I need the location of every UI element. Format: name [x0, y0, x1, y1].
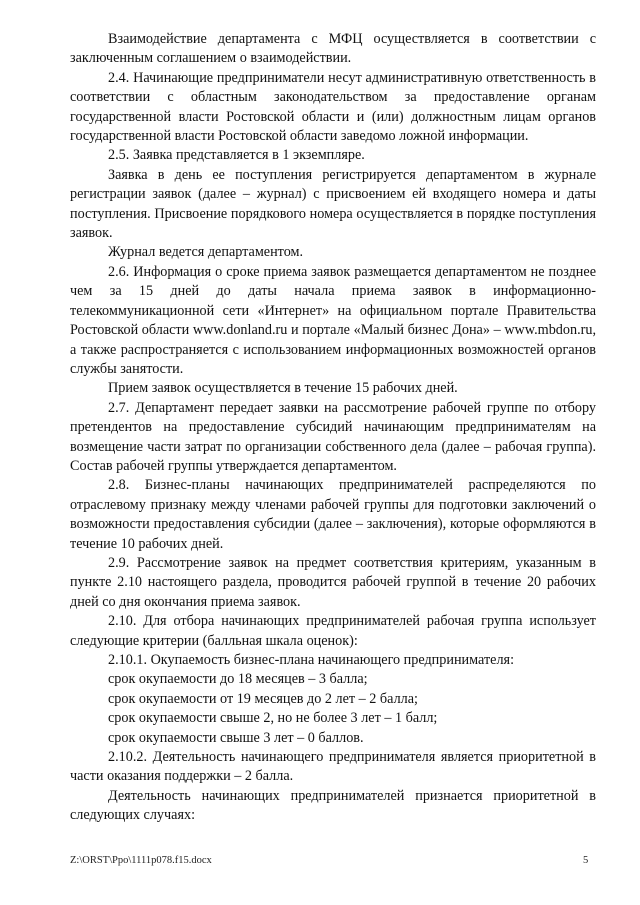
- paragraph: Журнал ведется департаментом.: [108, 244, 304, 261]
- paragraph: 2.10. Для отбора начинающих предпринимателей рабочая группа использует следующие критерии (балльная шкала оценок):: [70, 613, 596, 649]
- list-item: срок окупаемости свыше 3 лет – 0 баллов.: [108, 729, 364, 746]
- footer-file-path: Z:\ORST\Ppo\1111p078.f15.docx: [70, 855, 212, 866]
- page-number: 5: [583, 855, 589, 866]
- paragraph: 2.10.1. Окупаемость бизнес-плана начинающего предпринимателя:: [108, 652, 515, 668]
- list-item: срок окупаемости от 19 месяцев до 2 лет – 2 балла;: [108, 690, 418, 707]
- list-item: срок окупаемости свыше 2, но не более 3 лет – 1 балл;: [108, 710, 438, 727]
- paragraph: 2.8. Бизнес-планы начинающих предпринимателей распределяются по отраслевому признаку между членами рабочей группы для подготовки заключений о возможности предоставления субсидии (далее – заключения), которые оформляются в течение 10 рабочих дней.: [70, 477, 596, 552]
- paragraph: 2.9. Рассмотрение заявок на предмет соответствия критериям, указанным в пункте 2.10 настоящего раздела, проводится рабочей группой в течение 20 рабочих дней со дня окончания приема заявок.: [70, 554, 596, 610]
- paragraph: Заявка в день ее поступления регистрируется департаментом в журнале регистрации заявок (далее – журнал) с присвоением ей входящего номера и даты поступления. Присвоение порядкового номера осуществляется в порядке поступления заявок.: [70, 166, 596, 242]
- paragraph: 2.10.2. Деятельность начинающего предпринимателя является приоритетной в части оказания поддержки – 2 балла.: [70, 749, 596, 785]
- paragraph: Прием заявок осуществляется в течение 15 рабочих дней.: [108, 380, 458, 397]
- paragraph: 2.5. Заявка представляется в 1 экземпляре.: [108, 147, 365, 164]
- list-item: срок окупаемости до 18 месяцев – 3 балла;: [108, 671, 368, 688]
- document-body: [70, 30, 596, 826]
- paragraph: Взаимодействие департамента с МФЦ осуществляется в соответствии с заключенным соглашением о взаимодействии.: [70, 31, 596, 67]
- paragraph: 2.6. Информация о сроке приема заявок размещается департаментом не позднее чем за 15 дней до даты начала приема заявок в информационно-телекоммуникационной сети «Интернет» на официальном портале Правительства Ростовской области www.donland.ru и портале «Малый бизнес Дона» – www.mbdon.ru, а также распространяется с использованием информационных возможностей органов службы занятости.: [70, 263, 596, 377]
- paragraph: Деятельность начинающих предпринимателей признается приоритетной в следующих случаях:: [70, 787, 596, 824]
- paragraph: 2.4. Начинающие предприниматели несут административную ответственность в соответствии с областным законодательством за предоставление органам государственной власти Ростовской области и (или) должностным лицам органов государственной власти Ростовской области заведомо ложной информации.: [70, 69, 596, 145]
- paragraph: 2.7. Департамент передает заявки на рассмотрение рабочей группе по отбору претендентов на предоставление субсидий начинающим предпринимателям на возмещение части затрат по организации собственного дела (далее – рабочая группа). Состав рабочей группы утверждается департаментом.: [70, 399, 596, 474]
